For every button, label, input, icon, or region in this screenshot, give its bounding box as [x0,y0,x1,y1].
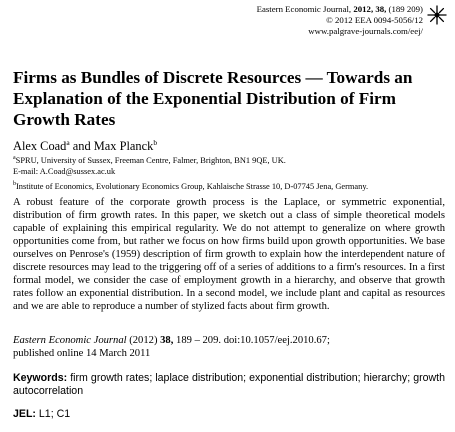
author-joiner: and [69,139,94,154]
palgrave-star-icon [427,5,447,25]
keywords-label: Keywords: [13,372,68,384]
journal-year-volume: 2012, 38, [353,4,387,14]
citation-volume: 38, [160,335,174,346]
keywords [13,372,445,398]
affiliation-a [13,153,286,166]
journal-name: Eastern Economic Journal, [256,4,354,14]
citation-line [13,334,445,347]
author-name: Alex Coad [13,139,67,154]
journal-citation-line [257,4,423,15]
affiliation-marker: a [13,155,16,161]
author-affiliation-marker: a [66,138,70,147]
jel-text: L1; C1 [35,408,71,420]
jel-codes [13,408,70,421]
citation-block [13,334,445,360]
author-list [13,136,157,153]
affiliation-text: SPRU, University of Sussex, Freeman Centre, Falmer, Brighton, BN1 9QE, UK. [15,155,286,165]
author-affiliation-marker: b [153,138,158,147]
journal-header [257,4,423,37]
affiliation-text: Institute of Economics, Evolutionary Economics Group, Kahlaische Strasse 10, D-07745 Jena, Germany. [16,181,369,191]
abstract-text: A robust feature of the corporate growth process is the Laplace, or symmetric exponential, distribution of firm growth rates. In this paper, we sketch out a class of simple theoretical models capable of explaining this empirical regularity. We do not attempt to generalize on where growth opportunities come from, but rather we focus on how firms build upon growth opportunities. We base ourselves on Penrose's (1959) description of firm growth to explain how the interdependent nature of discrete resources may lead to the triggering off of a series of additions to a firm's resources. In a first formal model, we consider the case of employment growth in a hierarchy, and observe that growth rates follow an exponential distribution. In a second model, we include plant and capital as resources and we are able to reproduce a number of stylized facts about firm growth. [13,197,445,312]
author-email[interactable]: E-mail: A.Coad@sussex.ac.uk [13,167,116,176]
paper-title: Firms as Bundles of Discrete Resources — Towards an Explanation of the Exponential Distribution of Firm Growth Rates [13,68,413,129]
affiliation-b [13,179,368,192]
journal-url: www.palgrave-journals.com/eej/ [308,26,423,36]
citation-doi[interactable]: 189 – 209. doi:10.1057/eej.2010.67; [173,335,330,346]
journal-pages: (189 209) [386,4,423,14]
published-online: published online 14 March 2011 [13,348,151,359]
jel-label: JEL: [13,408,36,420]
copyright-line: © 2012 EEA 0094-5056/12 [326,15,423,25]
citation-journal: Eastern Economic Journal [13,335,127,346]
affiliation-marker: b [13,181,16,187]
citation-year: (2012) [126,335,161,346]
keywords-text: firm growth rates; laplace distribution; exponential distribution; hierarchy; growth autocorrelation [13,372,445,397]
author-name: Max Planck [93,139,154,154]
